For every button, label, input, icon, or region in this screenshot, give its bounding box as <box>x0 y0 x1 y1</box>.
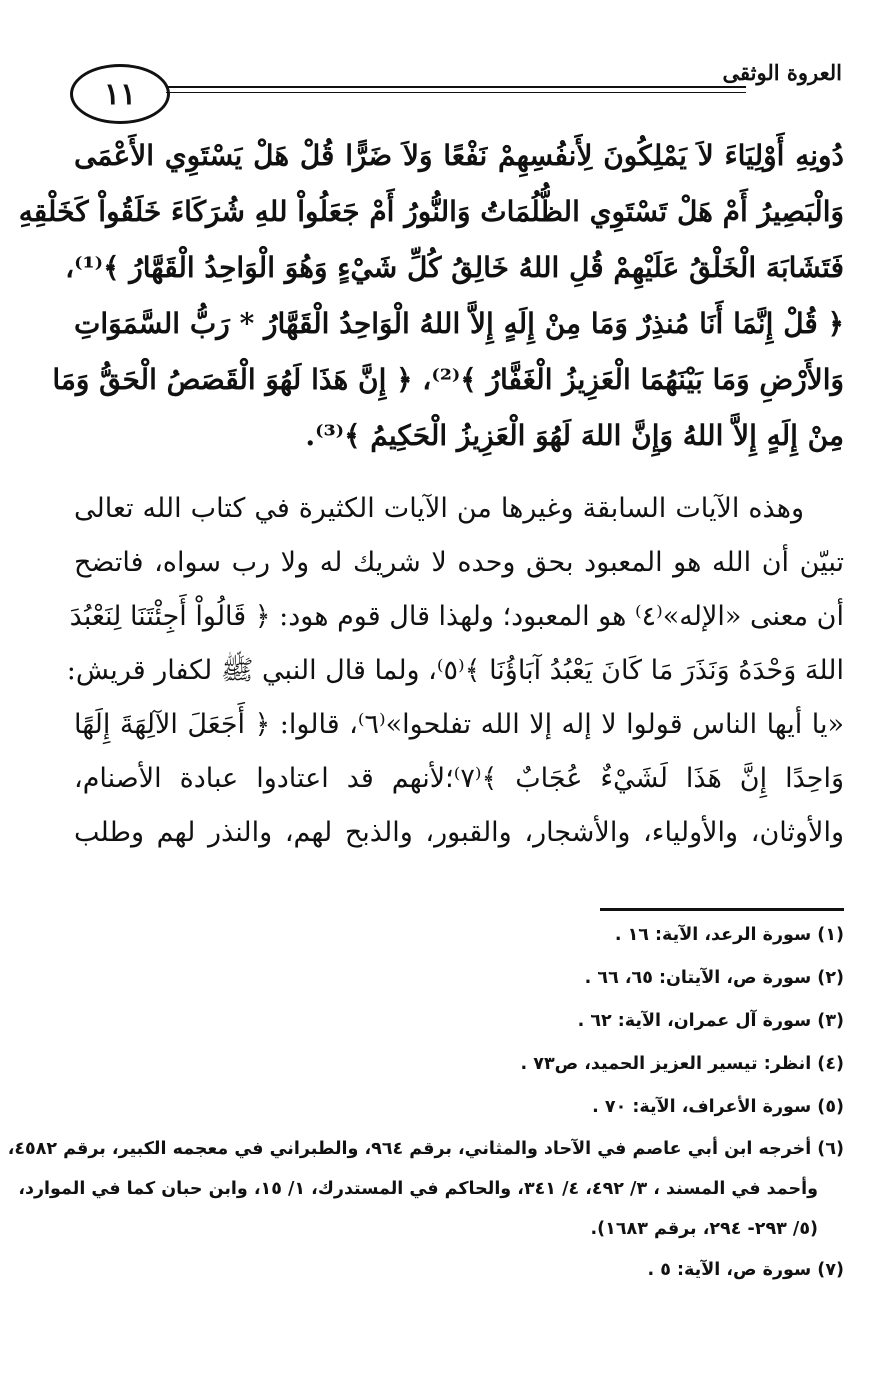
header-rule-thin <box>166 92 746 93</box>
prose-line: اللهَ وَحْدَهُ وَنَذَرَ مَا كَانَ يَعْبُدُ آبَاؤُنَا ﴾⁽٥⁾، ولما قال النبي ﷺ لكفار قريش: <box>66 655 844 686</box>
page-header <box>66 52 846 134</box>
footnote: (٤) انظر: تيسير العزيز الحميد، ص٧٣ . <box>520 1054 844 1074</box>
footnote-separator <box>600 908 844 911</box>
footnote: (٢) سورة ص، الآيتان: ٦٥، ٦٦ . <box>584 968 844 988</box>
footnote: (٥) سورة الأعراف، الآية: ٧٠ . <box>592 1097 844 1117</box>
prose-line: «يا أيها الناس قولوا لا إله إلا الله تفلحوا»⁽٦⁾، قالوا: ﴿ أَجَعَلَ الآلِهَةَ إِلَهًا <box>74 709 844 740</box>
prose-line: وهذه الآيات السابقة وغيرها من الآيات الكثيرة في كتاب الله تعالى <box>74 493 804 524</box>
footnote: (٧) سورة ص، الآية: ٥ . <box>647 1260 844 1280</box>
prose-line: تبيّن أن الله هو المعبود بحق وحده لا شريك له ولا رب سواه، فاتضح <box>74 547 844 578</box>
prose-line: وَاحِدًا إِنَّ هَذَا لَشَيْءٌ عُجَابٌ ﴾⁽٧⁾؛لأنهم قد اعتادوا عبادة الأصنام، <box>74 763 844 794</box>
quran-line: مِنْ إِلَهٍ إِلاَّ اللهُ وَإِنَّ اللهَ لَهُوَ الْعَزِيزُ الْحَكِيمُ ﴾⁽³⁾. <box>305 419 844 452</box>
footnote: (٣) سورة آل عمران، الآية: ٦٢ . <box>577 1011 844 1031</box>
prose-line: أن معنى «الإله»⁽٤⁾ هو المعبود؛ ولهذا قال قوم هود: ﴿ قَالُواْ أَجِئْتَنَا لِنَعْبُدَ <box>69 601 844 632</box>
main-text <box>18 128 844 860</box>
quran-line: فَتَشَابَهَ الْخَلْقُ عَلَيْهِمْ قُلِ اللهُ خَالِقُ كُلِّ شَيْءٍ وَهُوَ الْوَاحِدُ الْقَهَّارُ ﴾⁽¹⁾، <box>65 251 844 284</box>
footnotes <box>7 914 844 1292</box>
prose-line: والأوثان، والأولياء، والأشجار، والقبور، والذبح لهم، والنذر لهم وطلب <box>74 817 844 848</box>
footnote-continuation: (٥/ ٢٩٣- ٢٩٤، برقم ١٦٨٣). <box>590 1219 818 1239</box>
quran-line: وَالأَرْضِ وَمَا بَيْنَهُمَا الْعَزِيزُ الْغَفَّارُ ﴾⁽²⁾، ﴿ إِنَّ هَذَا لَهُوَ الْقَصَصُ الْحَقُّ وَمَا <box>52 363 844 396</box>
footnote: (١) سورة الرعد، الآية: ١٦ . <box>614 925 844 945</box>
page-number: ١١ <box>70 64 170 124</box>
quran-line: ﴿ قُلْ إِنَّمَا أَنَا مُنذِرٌ وَمَا مِنْ إِلَهٍ إِلاَّ اللهُ الْوَاحِدُ الْقَهَّارُ * رَبُّ السَّمَوَاتِ <box>74 307 844 340</box>
footnote: (٦) أخرجه ابن أبي عاصم في الآحاد والمثاني، برقم ٩٦٤، والطبراني في معجمه الكبير، برقم ٤٥٨٢، <box>7 1139 844 1159</box>
header-rule <box>166 86 746 88</box>
footnote-continuation: وأحمد في المسند ، ٣/ ٤٩٢، ٤/ ٣٤١، والحاكم في المستدرك، ١/ ١٥، وابن حبان كما في الموارد، <box>18 1179 818 1199</box>
quran-line: وَالْبَصِيرُ أَمْ هَلْ تَسْتَوِي الظُّلُمَاتُ وَالنُّورُ أَمْ جَعَلُواْ للهِ شُرَكَاءَ خَلَقُواْ كَخَلْقِهِ <box>18 195 844 228</box>
book-title: العروة الوثقى <box>722 60 842 85</box>
quran-line: دُونِهِ أَوْلِيَاءَ لاَ يَمْلِكُونَ لِأَنفُسِهِمْ نَفْعًا وَلاَ ضَرًّا قُلْ هَلْ يَسْتَوِي الأَعْمَى <box>74 139 844 172</box>
